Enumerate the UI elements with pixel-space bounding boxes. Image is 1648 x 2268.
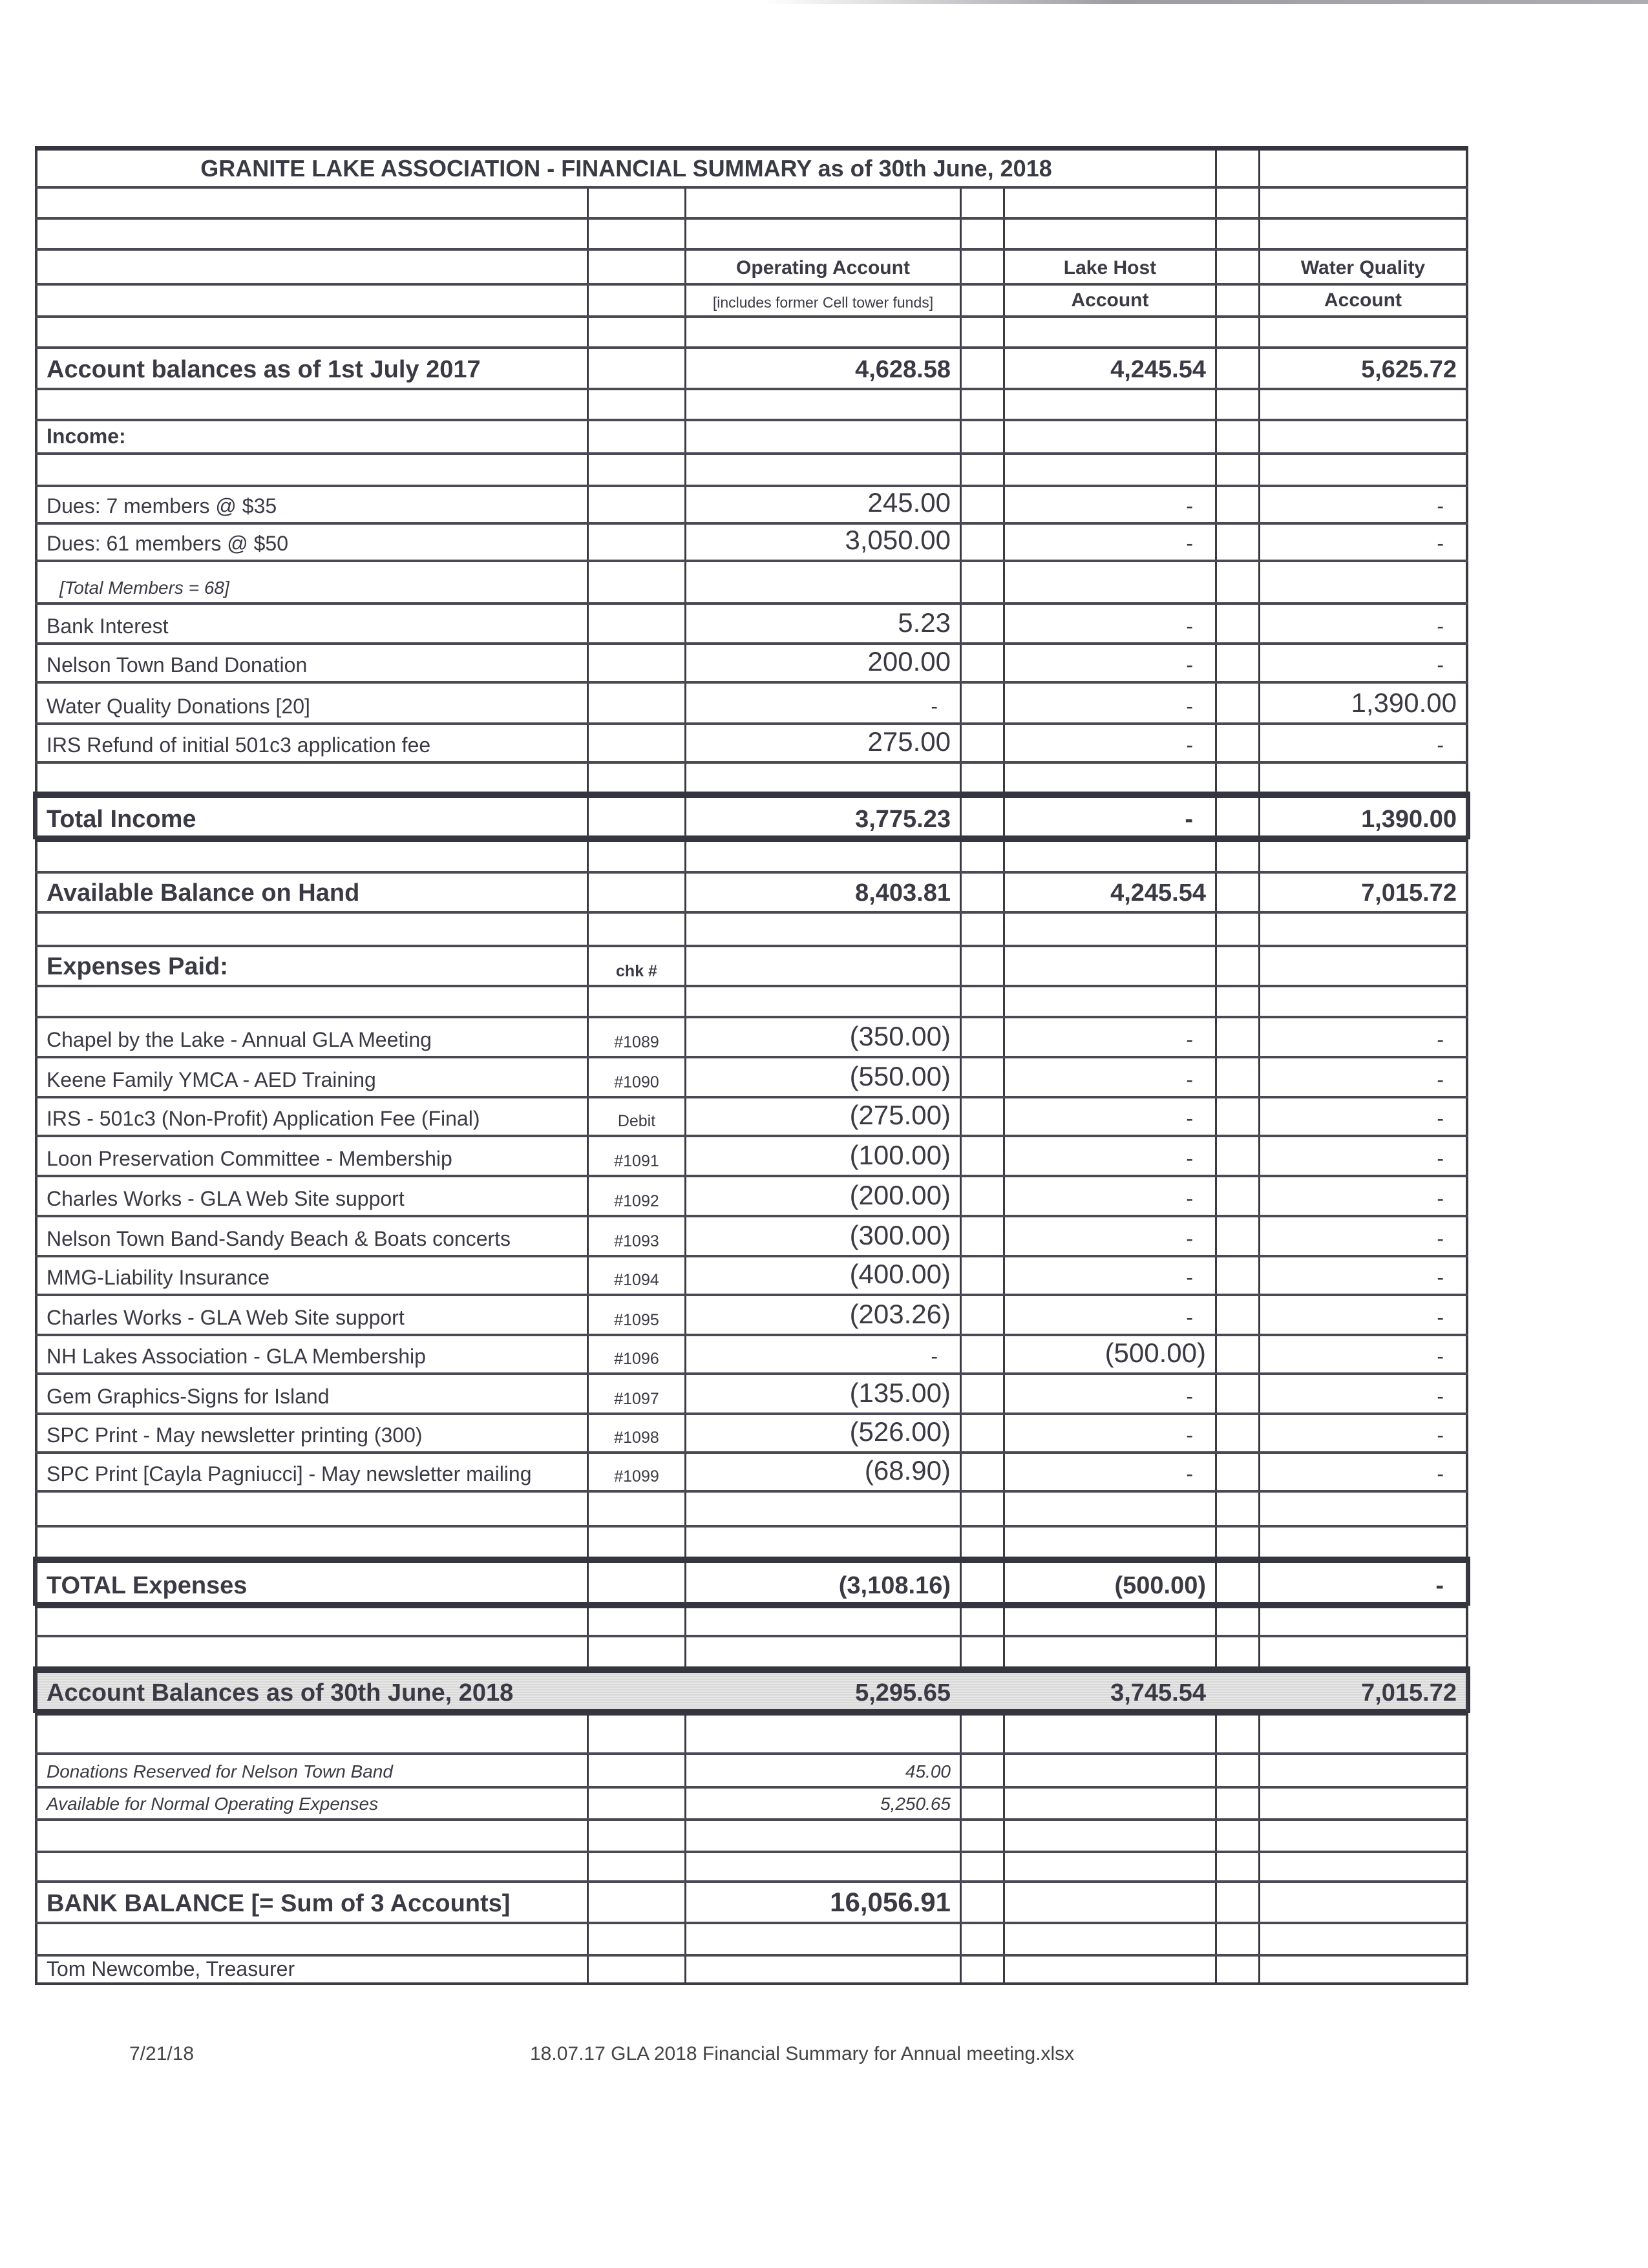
blank-row [35, 837, 1468, 871]
blank-row [35, 985, 1468, 1016]
available-balance-label: Available Balance on Hand [35, 874, 587, 911]
opening-water-quality: 5,625.72 [1258, 349, 1468, 388]
blank-row [35, 761, 1468, 793]
opening-lake-host: 4,245.54 [1003, 349, 1215, 388]
total-members-note: [Total Members = 68] [35, 562, 587, 602]
total-expenses-operating: (3,108.16) [684, 1563, 960, 1604]
income-operating: 200.00 [684, 645, 960, 681]
expense-water-quality: - [1258, 1336, 1468, 1372]
signature-row [35, 1954, 1468, 1985]
closing-operating: 5,295.65 [855, 1679, 951, 1706]
expense-check-number: #1090 [587, 1058, 684, 1096]
expense-label: SPC Print - May newsletter printing (300) [35, 1415, 587, 1451]
expense-row [35, 1255, 1468, 1294]
expense-lake-host: (500.00) [1003, 1336, 1215, 1372]
expense-row [35, 1372, 1468, 1412]
expense-lake-host: - [1003, 1058, 1215, 1096]
expense-label: NH Lakes Association - GLA Membership [35, 1336, 587, 1372]
expense-row [35, 1056, 1468, 1096]
column-header-row [35, 248, 1468, 283]
expense-lake-host: - [1003, 1454, 1215, 1490]
bank-balance-row [35, 1880, 1468, 1922]
expense-lake-host: - [1003, 1018, 1215, 1056]
print-date: 7/21/18 [129, 2043, 195, 2064]
total-income-label: Total Income [35, 798, 587, 837]
document-title: GRANITE LAKE ASSOCIATION - FINANCIAL SUMMARY as of 30th June, 2018 [35, 151, 1215, 186]
expense-water-quality: - [1258, 1217, 1468, 1255]
total-expenses-label: TOTAL Expenses [35, 1563, 587, 1604]
expense-lake-host: - [1003, 1177, 1215, 1215]
expense-operating: (526.00) [684, 1415, 960, 1451]
blank-row [35, 452, 1468, 485]
closing-lake-host: 3,745.54 [1110, 1679, 1206, 1706]
water-quality-subheader: Account [1258, 286, 1468, 315]
expense-water-quality: - [1258, 1257, 1468, 1294]
income-operating: 275.00 [684, 725, 960, 761]
expense-check-number: #1098 [587, 1415, 684, 1451]
blank-row [35, 1851, 1468, 1880]
income-row [35, 560, 1468, 602]
expense-row [35, 1294, 1468, 1334]
expense-operating: (135.00) [684, 1375, 960, 1412]
blank-row [35, 911, 1468, 945]
total-income-row [35, 793, 1468, 837]
reserved-operating: 45.00 [684, 1755, 960, 1786]
available-water-quality: 7,015.72 [1258, 874, 1468, 911]
expense-operating: (350.00) [684, 1018, 960, 1056]
blank-row [35, 1525, 1468, 1559]
income-row [35, 681, 1468, 722]
expense-water-quality: - [1258, 1296, 1468, 1334]
income-water-quality: - [1258, 605, 1468, 642]
expense-row [35, 1215, 1468, 1255]
expense-check-number: #1097 [587, 1375, 684, 1412]
expense-water-quality: - [1258, 1415, 1468, 1451]
bank-balance-operating: 16,056.91 [684, 1883, 960, 1922]
expense-water-quality: - [1258, 1454, 1468, 1490]
expense-check-number: #1096 [587, 1336, 684, 1372]
expense-operating: (203.26) [684, 1296, 960, 1334]
available-operating: 8,403.81 [684, 874, 960, 911]
expense-label: Charles Works - GLA Web Site support [35, 1177, 587, 1215]
income-header: Income: [35, 421, 587, 452]
income-operating: 3,050.00 [684, 525, 960, 560]
available-normal-operating: 5,250.65 [684, 1789, 960, 1818]
reserved-row [35, 1752, 1468, 1786]
expense-label: Charles Works - GLA Web Site support [35, 1296, 587, 1334]
blank-row [35, 315, 1468, 346]
total-income-water-quality: 1,390.00 [1258, 798, 1468, 837]
expense-row [35, 1412, 1468, 1451]
blank-row [35, 186, 1468, 217]
opening-balance-label: Account balances as of 1st July 2017 [35, 349, 587, 388]
blank-row [35, 1711, 1468, 1752]
income-label: Bank Interest [35, 605, 587, 642]
income-label: Dues: 7 members @ $35 [35, 487, 587, 522]
income-label: Nelson Town Band Donation [35, 645, 587, 681]
expense-check-number: #1093 [587, 1217, 684, 1255]
income-row [35, 722, 1468, 761]
blank-row [35, 1604, 1468, 1635]
opening-operating: 4,628.58 [684, 349, 960, 388]
income-lake-host: - [1003, 645, 1215, 681]
expense-lake-host: - [1003, 1137, 1215, 1175]
expenses-header-row [35, 945, 1468, 985]
available-normal-row [35, 1786, 1468, 1818]
income-lake-host: - [1003, 684, 1215, 722]
expense-operating: (200.00) [684, 1177, 960, 1215]
operating-account-note: [includes former Cell tower funds] [684, 286, 960, 315]
source-filename: 18.07.17 GLA 2018 Financial Summary for Annual meeting.xlsx [530, 2043, 1075, 2064]
blank-row [35, 1922, 1468, 1954]
expense-water-quality: - [1258, 1137, 1468, 1175]
opening-balance-row [35, 346, 1468, 388]
income-label: Dues: 61 members @ $50 [35, 525, 587, 560]
available-normal-label: Available for Normal Operating Expenses [35, 1789, 587, 1818]
income-row [35, 485, 1468, 522]
reserved-label: Donations Reserved for Nelson Town Band [35, 1755, 587, 1786]
income-lake-host: - [1003, 725, 1215, 761]
title-row [35, 146, 1468, 186]
expense-operating: (275.00) [684, 1098, 960, 1135]
total-income-lake-host: - [1003, 798, 1215, 837]
expense-check-number: #1095 [587, 1296, 684, 1334]
expense-row [35, 1334, 1468, 1372]
income-row [35, 522, 1468, 560]
blank-row [35, 1818, 1468, 1851]
blank-row [35, 388, 1468, 419]
table-bottom-border [35, 1982, 1468, 1985]
expense-lake-host: - [1003, 1217, 1215, 1255]
expense-check-number: #1089 [587, 1018, 684, 1056]
income-label: Water Quality Donations [20] [35, 684, 587, 722]
expense-lake-host: - [1003, 1257, 1215, 1294]
expense-row [35, 1096, 1468, 1135]
total-expenses-row [35, 1559, 1468, 1604]
expenses-header: Expenses Paid: [35, 947, 587, 985]
expense-operating: (400.00) [684, 1257, 960, 1294]
expense-lake-host: - [1003, 1296, 1215, 1334]
total-expenses-water-quality: - [1258, 1563, 1468, 1604]
expense-check-number: #1094 [587, 1257, 684, 1294]
expense-label: IRS - 501c3 (Non-Profit) Application Fee (Final) [35, 1098, 587, 1135]
water-quality-header: Water Quality [1258, 251, 1468, 283]
expense-label: MMG-Liability Insurance [35, 1257, 587, 1294]
expense-label: Nelson Town Band-Sandy Beach & Boats concerts [35, 1217, 587, 1255]
expense-operating: (100.00) [684, 1137, 960, 1175]
expense-lake-host: - [1003, 1375, 1215, 1412]
expense-check-number: #1091 [587, 1137, 684, 1175]
income-water-quality: - [1258, 645, 1468, 681]
income-label: IRS Refund of initial 501c3 application fee [35, 725, 587, 761]
column-subheader-row [35, 283, 1468, 315]
expense-water-quality: - [1258, 1375, 1468, 1412]
expense-label: Loon Preservation Committee - Membership [35, 1137, 587, 1175]
total-income-operating: 3,775.23 [684, 798, 960, 837]
expense-operating: (550.00) [684, 1058, 960, 1096]
expense-lake-host: - [1003, 1415, 1215, 1451]
expense-check-number: #1092 [587, 1177, 684, 1215]
closing-balance-row [35, 1668, 1468, 1711]
expense-check-number: #1099 [587, 1454, 684, 1490]
closing-water-quality: 7,015.72 [1258, 1673, 1468, 1711]
blank-row [35, 1490, 1468, 1525]
expense-row [35, 1016, 1468, 1056]
expense-row [35, 1175, 1468, 1215]
income-operating: - [684, 684, 960, 722]
income-header-row [35, 419, 1468, 452]
blank-row [35, 217, 1468, 248]
lake-host-header: Lake Host [1003, 251, 1215, 283]
expense-water-quality: - [1258, 1018, 1468, 1056]
expense-water-quality: - [1258, 1098, 1468, 1135]
expense-label: Keene Family YMCA - AED Training [35, 1058, 587, 1096]
expense-lake-host: - [1003, 1098, 1215, 1135]
expense-water-quality: - [1258, 1058, 1468, 1096]
blank-row [35, 1635, 1468, 1668]
expense-check-number: Debit [587, 1098, 684, 1135]
check-number-header: chk # [587, 947, 684, 985]
income-water-quality: - [1258, 525, 1468, 560]
expense-operating: - [684, 1336, 960, 1372]
income-lake-host: - [1003, 525, 1215, 560]
income-operating: 5.23 [684, 605, 960, 642]
lake-host-subheader: Account [1003, 286, 1215, 315]
bank-balance-label: BANK BALANCE [= Sum of 3 Accounts] [35, 1883, 587, 1922]
expense-operating: (300.00) [684, 1217, 960, 1255]
expense-label: SPC Print [Cayla Pagniucci] - May newsletter mailing [35, 1454, 587, 1490]
closing-balance-label: Account Balances as of 30th June, 2018 [35, 1673, 587, 1711]
expense-operating: (68.90) [684, 1454, 960, 1490]
expense-row [35, 1135, 1468, 1175]
available-lake-host: 4,245.54 [1003, 874, 1215, 911]
expense-row [35, 1451, 1468, 1490]
expense-label: Chapel by the Lake - Annual GLA Meeting [35, 1018, 587, 1056]
income-lake-host: - [1003, 487, 1215, 522]
expense-label: Gem Graphics-Signs for Island [35, 1375, 587, 1412]
expense-water-quality: - [1258, 1177, 1468, 1215]
income-row [35, 602, 1468, 642]
income-water-quality: 1,390.00 [1258, 684, 1468, 722]
income-water-quality: - [1258, 487, 1468, 522]
income-operating: 245.00 [684, 487, 960, 522]
income-water-quality: - [1258, 725, 1468, 761]
total-expenses-lake-host: (500.00) [1003, 1563, 1215, 1604]
treasurer-signature: Tom Newcombe, Treasurer [35, 1957, 587, 1985]
income-row [35, 642, 1468, 681]
income-lake-host: - [1003, 605, 1215, 642]
operating-account-header: Operating Account [684, 251, 960, 283]
available-balance-row [35, 871, 1468, 911]
